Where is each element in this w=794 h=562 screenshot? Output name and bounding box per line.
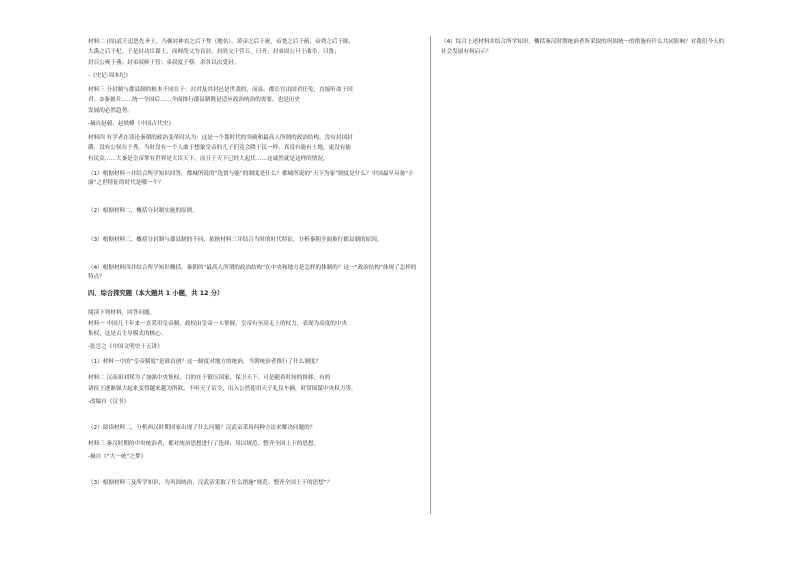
- question-4: （4）根据材料四并结合所学知识概括，秦朝的“最高人所谓的政治结构”在中央和地方是怎样的体制的？这一“政治结构”体现了怎样的特点？: [88, 264, 417, 280]
- part2-material-2-line-1: 材料二 汉高祖刘邦为了加强中央集权，目的在于镇压国家，保卫天下。可是随着时间的推移，有的: [88, 375, 331, 382]
- part2-material-2-line-2: 诸侯王逐渐强大起来变得越来越为所欲，不听天子诏令，出入公然使用天子礼仪车辆，时常图谋中央权力等。: [88, 385, 357, 392]
- question-1: （1）根据材料一并结合所学知识回答，都城所说的“选贤与能”的制度是什么？都城所说的“天下为家”制度是什么？中国最早具备“小康”之世特征的时代是哪一个？: [88, 170, 414, 187]
- question-3: （3）根据材料三，概括分封制与郡县制的不同，依据材料三并结合当时的时代特征，分析秦朝全面推行郡县制的原因。: [88, 236, 383, 243]
- material-3-line-3: 发展的必然趋势。: [88, 107, 133, 114]
- question-2: （2）根据材料二，概括分封制实施的原则。: [88, 208, 198, 215]
- material-4-line-3: 有民众……大秦是皇帝掌有世界是大臣天下，而且于天下已经大起伏……这诚然就是这样的情况。: [88, 155, 329, 162]
- part2-material-2-source: -改编自《汉书》: [88, 398, 130, 405]
- material-2-line-2: 大禹之后于杞。于是封功臣谋士，而师尚父为首封。封尚父于营丘，曰齐。封弟周公旦于曲阜，曰鲁；: [88, 49, 340, 56]
- material-4-line-1: 材料四 有学者在谈论秦朝的政治变革时认为：这是一个划时代的突破和最高人所谓的政治结构，没有封国封: [88, 134, 353, 141]
- material-3-line-2: 君。②秦兼并……统一全国后……全面推行郡县制既是适应政治统治的需要，也是历史: [88, 97, 300, 104]
- part2-material-1-source: -张岂之《中国文明史十五讲》: [88, 344, 163, 351]
- question-5: （1）材料一中的“皇帝制度”是谁首创？这一制度对地方的统治，当朝统治者推行了什么制度？: [88, 359, 322, 366]
- part2-material-3-source: -摘自《“大一统”之梦》: [88, 454, 147, 461]
- question-7: （3）根据材料三及所学知识，为巩固统治，汉武帝采取了什么措施“规范、整齐全国上下的思想”？: [88, 480, 333, 487]
- material-3-line-1: 材料三 分封制与郡县制的根本不同在于：封君及其封邑是世袭的，而县、郡长官由国君任免，直接听命于国: [88, 86, 353, 93]
- part2-material-1-line-2: 集权，这是古主导模式的核心。: [88, 330, 167, 337]
- column-divider: [430, 36, 431, 514]
- material-2-source: -《史记·周本纪》: [88, 72, 131, 79]
- question-6: （2）阅读材料二，分析西汉时期国家出现了什么问题？汉武帝采用何种方法来解决问题的？: [88, 424, 316, 431]
- question-8-line-2: 社会发展有何启示？: [441, 49, 492, 56]
- material-4-line-2: 爵，没有公侯在于秀，当时没有一个人敢于想象皇帝的儿子们竟会降于民一样。真没有能有土地，更没有能: [88, 145, 351, 152]
- material-2-line-3: 封召公奭于燕；封弟叔鲜于管；弟叔度于蔡。余各以次受封。: [88, 59, 240, 66]
- material-2-line-1: 材料二 (周)武王追思先圣王，乃褒封神农之后于焦（地名），黄帝之后于祝，帝尧之后于蓟，帝舜之后于陈，: [88, 39, 355, 45]
- right-column: [441, 38, 771, 59]
- reading-instruction: 阅读下列材料，回答问题。: [88, 310, 156, 317]
- material-3-source: -摘自赵毅、赵轶峰《中国古代史》: [88, 120, 174, 127]
- question-8-line-1: （4）综合上述材料并结合所学知识，概括秦汉时期统治者所采取的巩固统一的措施有什么共同影响？对我们今天的: [441, 39, 725, 45]
- section-heading: 四、综合探究题（本大题共 1 小题，共 12 分）: [88, 290, 224, 298]
- part2-material-3-line-1: 材料三 秦汉时期的中央统治者，都对统治思想进行了选择，用以规范、整齐全国上下的思想。: [88, 441, 320, 448]
- part2-material-1-line-1: 材料一 中国几千年来一直采用皇帝制，政权由皇帝一人掌握。皇帝有至高无上的权力，表现为高度的中央: [88, 320, 348, 327]
- left-column: [88, 38, 420, 496]
